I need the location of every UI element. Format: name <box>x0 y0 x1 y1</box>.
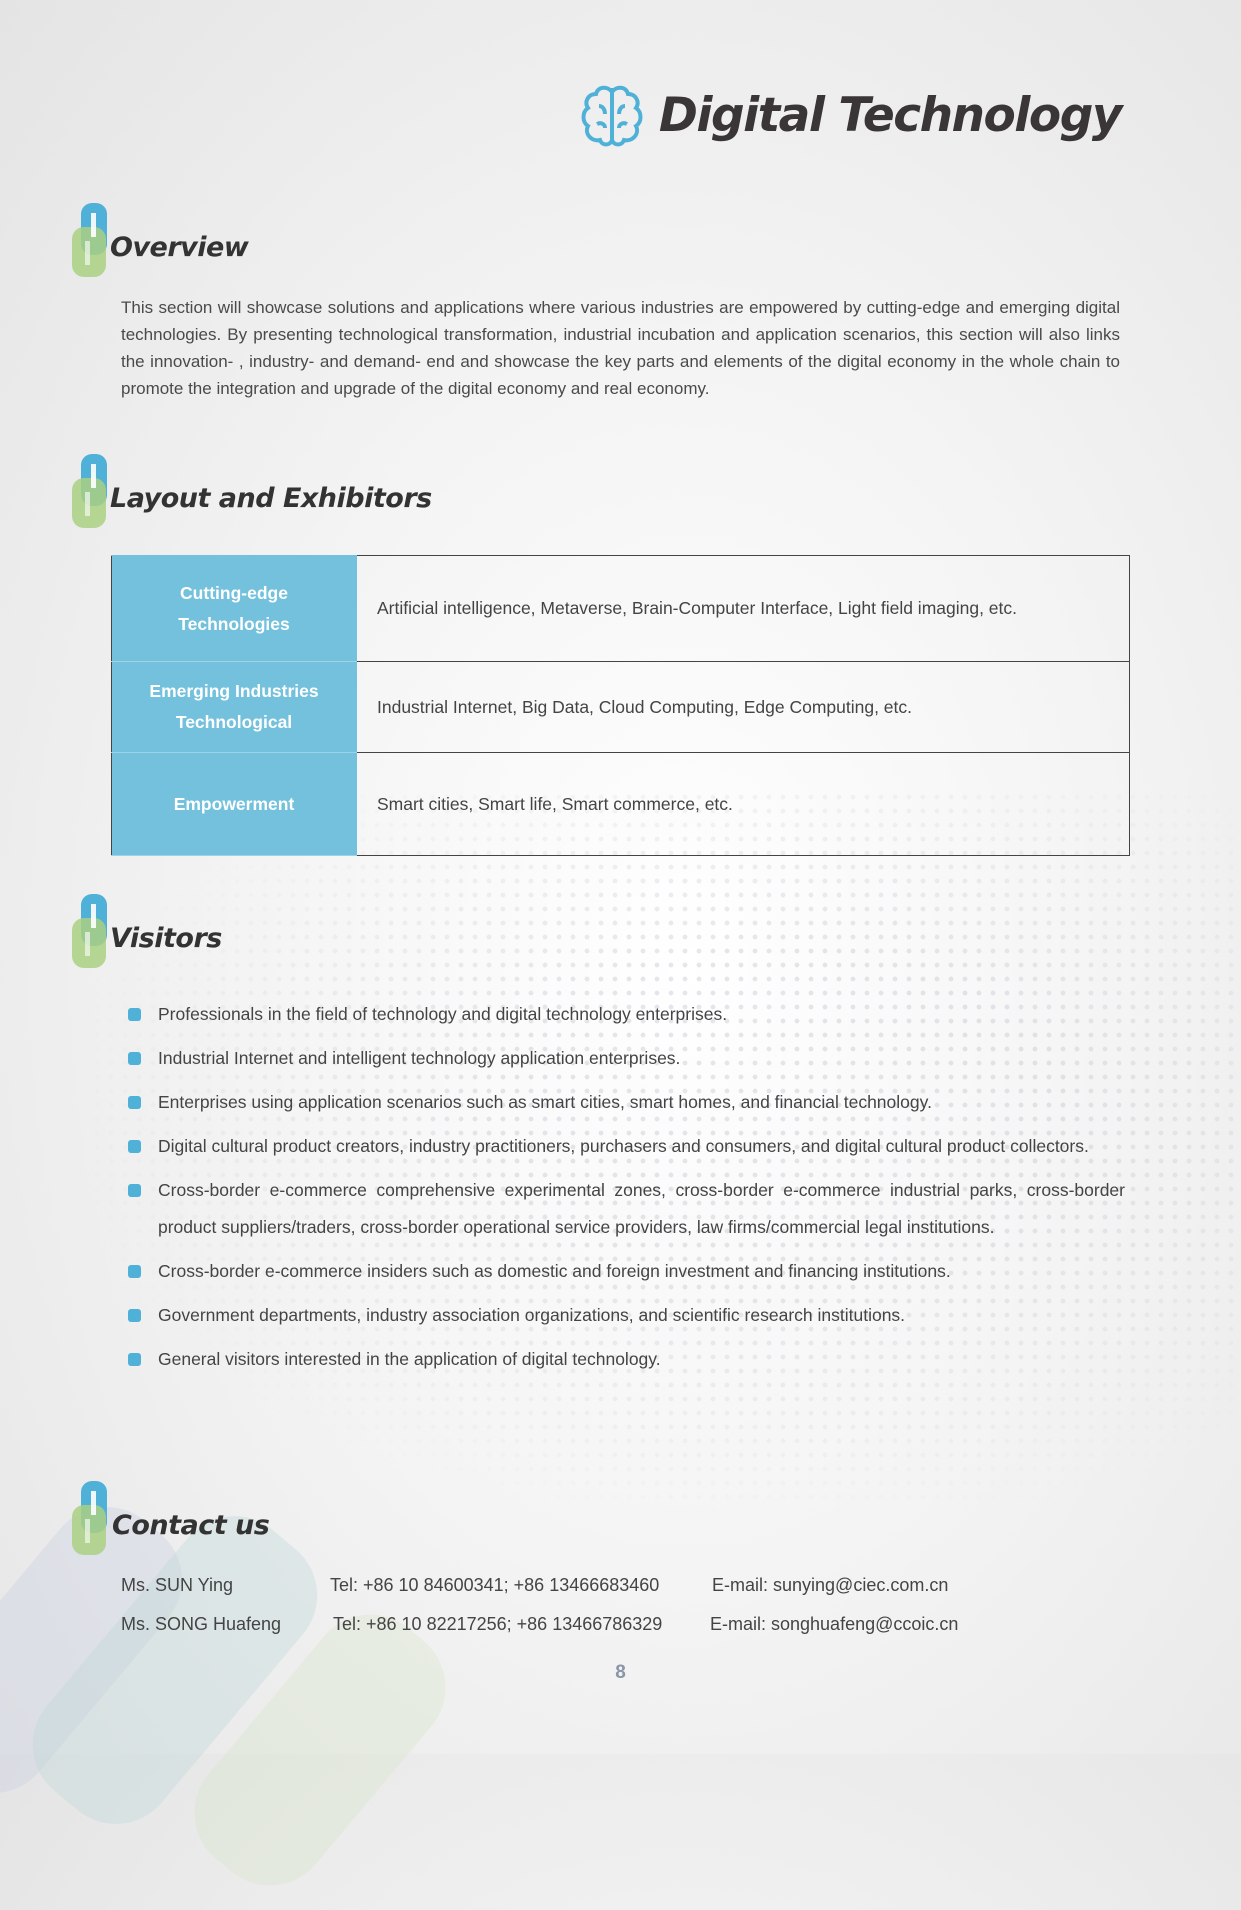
bullet-icon <box>128 1309 141 1322</box>
contact-tel: Tel: +86 10 82217256; +86 13466786329 <box>333 1614 663 1634</box>
table-row <box>112 556 1130 662</box>
table-row <box>112 753 1130 856</box>
section-visitors-heading <box>72 894 222 970</box>
list-item-text: Industrial Internet and intelligent technology application enterprises. <box>158 1048 681 1068</box>
list-item <box>128 996 1125 1033</box>
list-item <box>128 1341 1125 1378</box>
overview-text: This section will showcase solutions and applications where various industries are empowered by cutting-edge and emerging digital technologies. By presenting technological transformation, industrial incubation and application scenarios, this section will also links the innovation- , industry- and demand- end and showcase the key parts and elements of the digital economy in the whole chain to promote the integration and upgrade of the digital economy and real economy. <box>121 298 1120 398</box>
list-item <box>128 1084 1125 1121</box>
bullet-icon <box>128 1265 141 1278</box>
list-item <box>128 1040 1125 1077</box>
list-item-text: Professionals in the field of technology and digital technology enterprises. <box>158 1004 728 1024</box>
row-value: Artificial intelligence, Metaverse, Brain-Computer Interface, Light field imaging, etc. <box>357 556 1130 662</box>
list-item <box>128 1297 1125 1334</box>
contact-tel: Tel: +86 10 84600341; +86 13466683460 <box>330 1575 660 1595</box>
brain-icon <box>579 82 645 148</box>
section-logo-icon <box>72 454 118 530</box>
visitors-heading: Visitors <box>110 922 222 954</box>
list-item <box>128 1253 1125 1290</box>
contact-email[interactable]: E-mail: songhuafeng@ccoic.cn <box>710 1614 959 1634</box>
section-logo-icon <box>72 203 118 279</box>
visitors-list <box>128 996 1125 1385</box>
layout-heading: Layout and Exhibitors <box>110 482 432 514</box>
section-overview-heading <box>72 203 248 279</box>
row-value: Industrial Internet, Big Data, Cloud Computing, Edge Computing, etc. <box>357 662 1130 753</box>
list-item-text: Government departments, industry association organizations, and scientific research institutions. <box>158 1305 906 1325</box>
bullet-icon <box>128 1353 141 1366</box>
section-logo-icon <box>72 1481 118 1557</box>
row-key: Cutting-edge Technologies <box>112 556 357 662</box>
bullet-icon <box>128 1140 141 1153</box>
page-title: Digital Technology <box>658 87 1121 143</box>
contact-email[interactable]: E-mail: sunying@ciec.com.cn <box>712 1575 949 1595</box>
exhibitors-table <box>111 555 1130 856</box>
overview-heading: Overview <box>110 231 249 263</box>
list-item-text: Enterprises using application scenarios such as smart cities, smart homes, and financial technology. <box>158 1092 932 1112</box>
list-item <box>128 1172 1125 1246</box>
section-contact-heading <box>72 1481 269 1557</box>
section-layout-heading <box>72 454 432 530</box>
list-item-text: Digital cultural product creators, industry practitioners, purchasers and consumers, and digital cultural product collectors. <box>158 1136 1089 1156</box>
contact-name: Ms. SONG Huafeng <box>121 1614 282 1634</box>
row-key: Emerging Industries Technological <box>112 662 357 753</box>
contact-heading: Contact us <box>112 1509 270 1541</box>
list-item-text: Cross-border e-commerce insiders such as domestic and foreign investment and financing institutions. <box>158 1261 951 1281</box>
bullet-icon <box>128 1008 141 1021</box>
contact-name: Ms. SUN Ying <box>121 1575 234 1595</box>
bullet-icon <box>128 1052 141 1065</box>
table-row <box>112 662 1130 753</box>
list-item <box>128 1128 1125 1165</box>
row-value: Smart cities, Smart life, Smart commerce, etc. <box>357 753 1130 856</box>
list-item-text: Cross-border e-commerce comprehensive experimental zones, cross-border e-commerce industrial parks, cross-border product suppliers/traders, cross-border operational service providers, law firms/commercial legal institutions. <box>158 1180 1125 1237</box>
row-key: Empowerment <box>112 753 357 856</box>
page-number: 8 <box>615 1662 626 1683</box>
page-header <box>579 82 1121 148</box>
bullet-icon <box>128 1184 141 1197</box>
section-logo-icon <box>72 894 118 970</box>
bullet-icon <box>128 1096 141 1109</box>
list-item-text: General visitors interested in the application of digital technology. <box>158 1349 661 1369</box>
